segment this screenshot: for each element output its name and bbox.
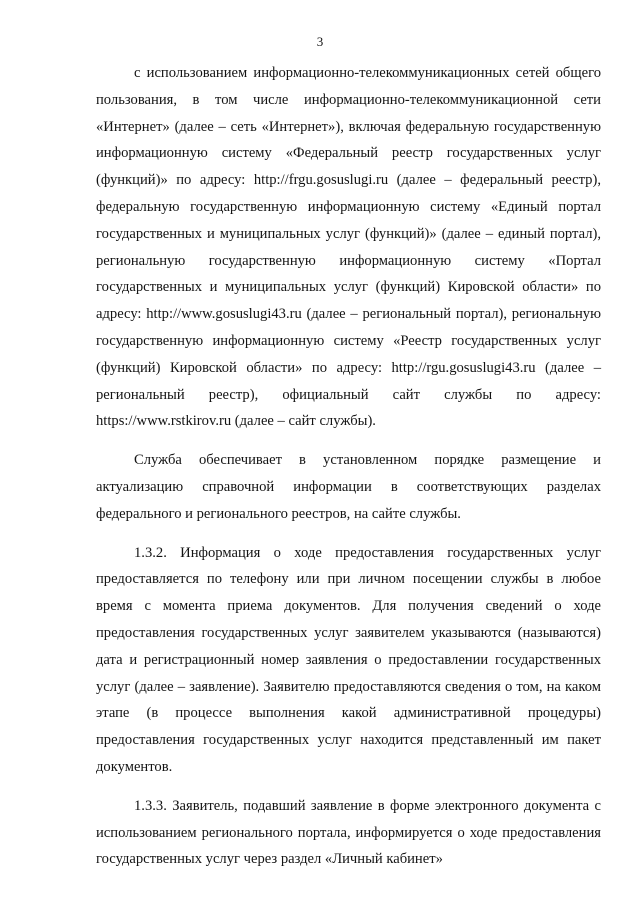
paragraph-information-channels: с использованием информационно-телекоммуникационных сетей общего пользования, в том числе информационно-телекоммуникационной сети «Интернет» (далее – сеть «Интернет»), включая федеральную государственную информационную систему «Федеральный реестр государственных услуг (функций)» по адресу: http://frgu.gosuslugi.ru (далее – федеральный реестр), федеральную государственную информационную систему «Единый портал государственных и муниципальных услуг (функций)» (далее – единый портал), региональную государственную информационную систему «Портал государственных и муниципальных услуг (функций) Кировской области» по адресу: http://www.gosuslugi43.ru (далее – региональный портал), региональную государственную информационную систему «Реестр государственных услуг (функций) Кировской области» по адресу: http://rgu.gosuslugi43.ru (далее – региональный реестр), официальный сайт службы по адресу: https://www.rstkirov.ru (далее – сайт службы).	[96, 65, 601, 430]
paragraph-1-3-3: 1.3.3. Заявитель, подавший заявление в форме электронного документа с использованием регионального портала, информируется о ходе предоставления государственных услуг через раздел «Личный кабинет»	[96, 797, 601, 868]
document-body	[96, 60, 601, 885]
page-number: 3	[316, 34, 324, 49]
paragraph-1-3-2: 1.3.2. Информация о ходе предоставления государственных услуг предоставляется по телефону или при личном посещении службы в любое время с момента приема документов. Для получения сведений о ходе предоставления государственных услуг заявителем указываются (называются) дата и регистрационный номер заявления о предоставлении государственных услуг (далее – заявление). Заявителю предоставляются сведения о том, на каком этапе (в процессе выполнения какой административной процедуры) предоставления государственных услуг находится представленный им пакет документов.	[96, 544, 601, 775]
paragraph-service-reference-info: Служба обеспечивает в установленном порядке размещение и актуализацию справочной информации в соответствующих разделах федерального и регионального реестров, на сайте службы.	[96, 452, 601, 522]
